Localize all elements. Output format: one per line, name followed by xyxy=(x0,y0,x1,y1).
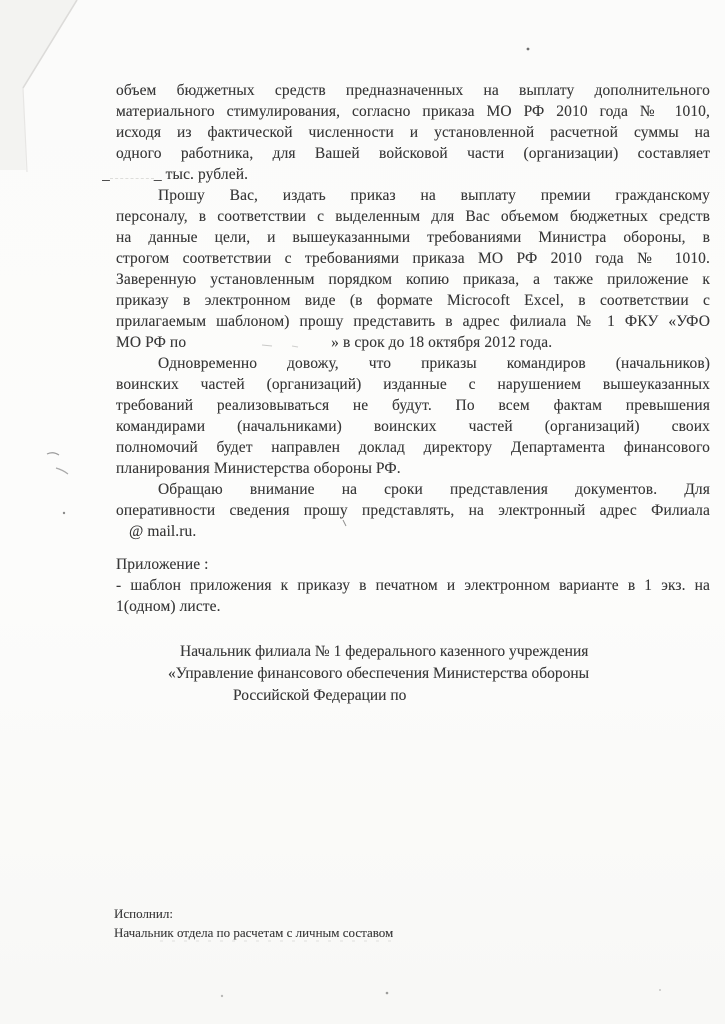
redacted-amount xyxy=(110,168,154,179)
signature-line: Начальник филиала № 1 федерального казенного учреждения xyxy=(180,643,589,660)
signature-line: «Управление финансового обеспечения Министерства обороны xyxy=(168,665,590,682)
text-line: одного работника, для Вашей войсковой части (организации) составляет xyxy=(116,145,710,162)
spacer xyxy=(116,542,710,554)
text-line: командирами (начальниками) воинских частей (организаций) своих xyxy=(116,418,710,435)
attachment-title: Приложение : xyxy=(116,556,209,573)
executor-block xyxy=(114,904,393,942)
scan-speck xyxy=(527,48,530,51)
text-line: на данные цели, и вышеуказанными требованиями Министра обороны, в xyxy=(116,229,710,246)
text-line: воинских частей (организаций) изданные с нарушением вышеуказанных xyxy=(116,376,710,393)
text-line: Заверенную установленным порядком копию приказа, а также приложение к xyxy=(116,271,710,288)
signature-block xyxy=(116,641,676,707)
attachment-line: 1(одном) листе. xyxy=(116,598,221,615)
scan-speck xyxy=(386,992,389,995)
text-line: исходя из фактической численности и установленной расчетной суммы на xyxy=(116,124,710,141)
pen-mark xyxy=(47,453,59,455)
scan-speck xyxy=(63,512,65,514)
email-address: @ mail.ru. xyxy=(129,523,197,540)
signature-line: Российской Федерации по xyxy=(233,687,407,704)
pen-mark xyxy=(56,468,68,474)
text-line: Одновременно довожу, что приказы командиров (начальников) xyxy=(158,355,710,372)
branch-prefix: МО РФ по xyxy=(116,334,187,351)
amount-units: _ тыс. рублей. xyxy=(153,166,249,183)
scan-speck xyxy=(659,989,661,991)
text-line: приказу в электронном виде (в формате Microcoft Excel, в соответствии с xyxy=(116,292,710,309)
text-line: планирования Министерства обороны РФ. xyxy=(116,460,401,477)
deadline-text: » в срок до 18 октября 2012 года. xyxy=(331,334,553,351)
amount-line xyxy=(102,164,710,185)
text-line: строгом соответствии с требованиями приказа МО РФ 2010 года № 1010. xyxy=(116,250,710,267)
executor-label: Исполнил: xyxy=(114,906,173,921)
page-fold-shadow xyxy=(0,0,77,170)
amount-underscore: _ xyxy=(102,166,110,183)
text-line: Обращаю внимание на сроки представления документов. Для xyxy=(158,481,710,498)
text-line: объем бюджетных средств предназначенных на выплату дополнительного xyxy=(116,82,710,99)
scan-speck xyxy=(221,995,223,997)
attachment-line: - шаблон приложения к приказу в печатном и электронном варианте в 1 экз. на xyxy=(116,577,710,594)
letter-body xyxy=(102,80,710,617)
text-line: Прошу Вас, издать приказ на выплату премии гражданскому xyxy=(158,187,710,204)
text-line: материального стимулирования, согласно приказа МО РФ 2010 года № 1010, xyxy=(116,103,710,120)
page-fold-edge xyxy=(23,88,27,172)
email-line xyxy=(116,521,710,542)
text-line: прилагаемым шаблоном) прошу представить в адрес филиала № 1 ФКУ «УФО xyxy=(116,313,710,330)
executor-title: Начальник отдела по расчетам с личным составом xyxy=(114,925,394,940)
text-line: оперативности сведения прошу представлять, на электронный адрес Филиала xyxy=(116,502,710,519)
page-fold-crease xyxy=(23,0,77,88)
text-line: требований реализовываться не будут. По всем фактам превышения xyxy=(116,397,710,414)
text-line: полномочий будет направлен доклад директору Департамента финансового xyxy=(116,439,710,456)
text-line: персоналу, в соответствии с выделенным для Вас объемом бюджетных средств xyxy=(116,208,710,225)
deadline-line xyxy=(116,332,710,353)
